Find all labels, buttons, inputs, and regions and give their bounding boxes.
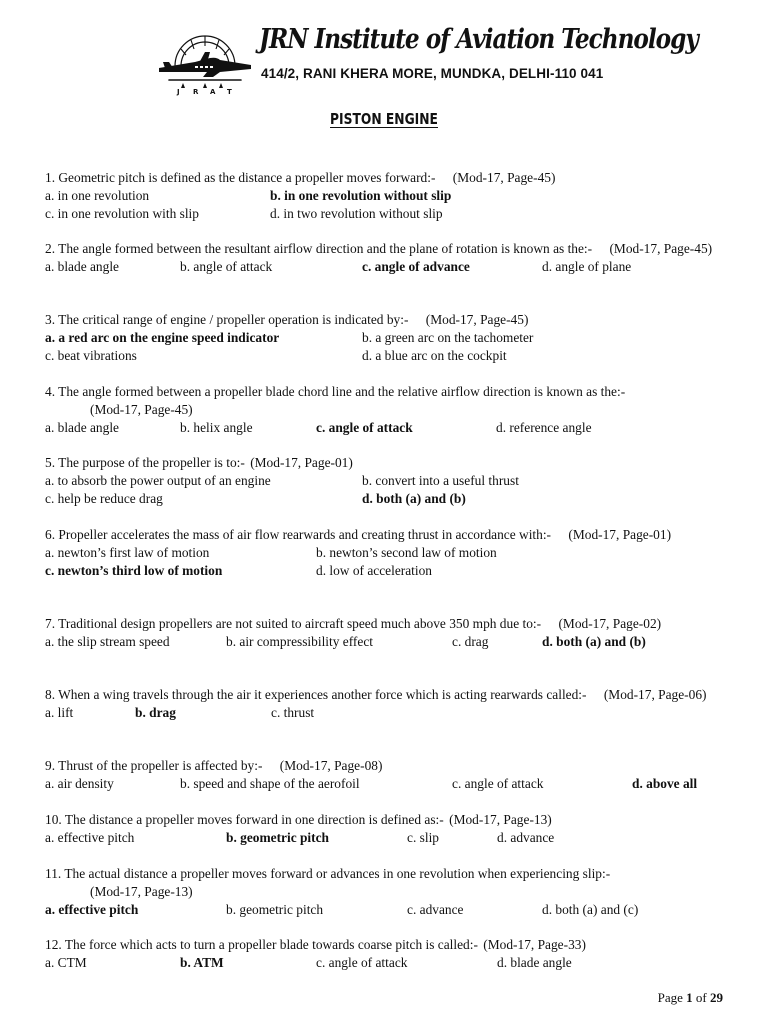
- question-1: [45, 169, 725, 223]
- option-row: [45, 954, 725, 972]
- answer-option: c. angle of advance: [362, 259, 470, 274]
- page-footer: [658, 990, 723, 1006]
- question-text: [45, 615, 725, 633]
- option: c. advance: [407, 902, 464, 917]
- question-reference: (Mod-17, Page-45): [609, 241, 713, 256]
- question-10: [45, 811, 725, 847]
- question-6: [45, 526, 725, 580]
- option-row: [45, 633, 725, 651]
- question-stem: 9. Thrust of the propeller is affected by:-: [45, 758, 263, 773]
- question-reference: (Mod-17, Page-08): [279, 758, 383, 773]
- answer-option: b. drag: [135, 705, 176, 720]
- answer-option: b. ATM: [180, 955, 224, 970]
- option-row: [45, 347, 725, 365]
- option: a. CTM: [45, 955, 87, 970]
- option: d. reference angle: [496, 420, 592, 435]
- question-8: [45, 686, 725, 722]
- option: b. air compressibility effect: [226, 634, 374, 649]
- option: a. air density: [45, 776, 114, 791]
- question-reference: (Mod-17, Page-01): [250, 455, 353, 470]
- question-4: [45, 383, 725, 437]
- option-row: [45, 258, 725, 276]
- question-9: [45, 757, 725, 793]
- question-7: [45, 615, 725, 651]
- question-reference: (Mod-17, Page-02): [558, 616, 662, 631]
- question-reference: (Mod-17, Page-01): [568, 527, 672, 542]
- option-row: [45, 472, 725, 490]
- question-text: [45, 757, 725, 775]
- option: b. a green arc on the tachometer: [362, 330, 534, 345]
- svg-text:T: T: [227, 88, 232, 96]
- question-stem: 1. Geometric pitch is defined as the distance a propeller moves forward:-: [45, 170, 436, 185]
- question-stem: 3. The critical range of engine / propeller operation is indicated by:-: [45, 312, 409, 327]
- answer-option: d. above all: [632, 776, 698, 791]
- answer-option: c. newton’s third low of motion: [45, 563, 223, 578]
- option: b. newton’s second law of motion: [316, 545, 497, 560]
- question-reference: (Mod-17, Page-13): [449, 812, 552, 827]
- question-text: [45, 311, 725, 329]
- of-label: of: [695, 990, 707, 1005]
- option: c. drag: [452, 634, 489, 649]
- page-total: 29: [710, 990, 723, 1005]
- institute-name: JRN Institute of Aviation Technology: [259, 24, 698, 55]
- answer-option: a. effective pitch: [45, 902, 139, 917]
- option: a. lift: [45, 705, 74, 720]
- question-stem: 5. The purpose of the propeller is to:-: [45, 455, 245, 470]
- option-row: [45, 544, 725, 562]
- answer-option: b. in one revolution without slip: [270, 188, 452, 203]
- document-header: [155, 20, 698, 100]
- option: a. newton’s first law of motion: [45, 545, 210, 560]
- option: a. in one revolution: [45, 188, 150, 203]
- svg-text:A: A: [210, 88, 216, 96]
- option: a. effective pitch: [45, 830, 135, 845]
- option-row: [45, 562, 725, 580]
- option-row: [45, 775, 725, 793]
- question-reference: (Mod-17, Page-06): [603, 687, 707, 702]
- option: d. blade angle: [497, 955, 572, 970]
- option: c. help be reduce drag: [45, 491, 163, 506]
- option: c. in one revolution with slip: [45, 206, 199, 221]
- option: b. geometric pitch: [226, 902, 324, 917]
- option: d. low of acceleration: [316, 563, 432, 578]
- option: b. speed and shape of the aerofoil: [180, 776, 360, 791]
- option: d. in two revolution without slip: [270, 206, 443, 221]
- option: b. angle of attack: [180, 259, 273, 274]
- question-text: [45, 526, 725, 544]
- option: d. a blue arc on the cockpit: [362, 348, 507, 363]
- question-3: [45, 311, 725, 365]
- question-2: [45, 240, 725, 276]
- question-text: [45, 811, 725, 829]
- option: b. convert into a useful thrust: [362, 473, 519, 488]
- question-stem: 11. The actual distance a propeller moves forward or advances in one revolution when experiencing slip:-: [45, 866, 611, 881]
- option: d. angle of plane: [542, 259, 632, 274]
- option-row: [45, 901, 725, 919]
- option-row: [45, 829, 725, 847]
- option-row: [45, 329, 725, 347]
- question-12: [45, 936, 725, 972]
- question-reference: (Mod-17, Page-13): [90, 884, 193, 899]
- svg-text:R: R: [193, 88, 199, 96]
- answer-option: d. both (a) and (b): [362, 491, 466, 506]
- question-stem: 4. The angle formed between a propeller blade chord line and the relative airflow direction is known as the:-: [45, 384, 626, 399]
- question-text: [45, 383, 725, 401]
- question-stem: 12. The force which acts to turn a propeller blade towards coarse pitch is called:-: [45, 937, 478, 952]
- option: d. both (a) and (c): [542, 902, 639, 917]
- option: d. advance: [497, 830, 555, 845]
- question-5: [45, 454, 725, 508]
- question-stem: 7. Traditional design propellers are not suited to aircraft speed much above 350 mph due to:-: [45, 616, 542, 631]
- answer-option: d. both (a) and (b): [542, 634, 646, 649]
- question-reference: (Mod-17, Page-45): [425, 312, 529, 327]
- option: c. angle of attack: [452, 776, 544, 791]
- institute-address: 414/2, RANI KHERA MORE, MUNDKA, DELHI-110 041: [261, 66, 604, 81]
- question-stem: 10. The distance a propeller moves forward in one direction is defined as:-: [45, 812, 444, 827]
- question-reference: (Mod-17, Page-45): [452, 170, 556, 185]
- document-title: PISTON ENGINE: [330, 110, 438, 128]
- institute-logo: [155, 22, 255, 100]
- option: c. slip: [407, 830, 439, 845]
- question-text: [45, 936, 725, 954]
- page-number: 1: [686, 990, 693, 1005]
- question-reference: (Mod-17, Page-45): [90, 402, 193, 417]
- option: b. helix angle: [180, 420, 253, 435]
- question-stem: 2. The angle formed between the resultant airflow direction and the plane of rotation is known as the:-: [45, 241, 593, 256]
- option: a. blade angle: [45, 259, 119, 274]
- question-reference: (Mod-17, Page-33): [483, 937, 586, 952]
- option-row: [45, 704, 725, 722]
- question-text: [45, 240, 725, 258]
- question-text: [45, 686, 725, 704]
- option: c. beat vibrations: [45, 348, 137, 363]
- answer-option: c. angle of attack: [316, 420, 413, 435]
- option: c. thrust: [271, 705, 315, 720]
- option: a. the slip stream speed: [45, 634, 170, 649]
- question-text: [45, 454, 725, 472]
- question-text: [45, 865, 725, 883]
- svg-text:J: J: [177, 88, 180, 96]
- option: a. to absorb the power output of an engine: [45, 473, 271, 488]
- answer-option: a. a red arc on the engine speed indicator: [45, 330, 280, 345]
- option: a. blade angle: [45, 420, 119, 435]
- question-stem: 6. Propeller accelerates the mass of air flow rearwards and creating thrust in accordance with:-: [45, 527, 552, 542]
- option-row: [45, 187, 725, 205]
- question-11: [45, 865, 725, 919]
- option-row: [45, 490, 725, 508]
- page-label: Page: [657, 990, 683, 1005]
- answer-option: b. geometric pitch: [226, 830, 330, 845]
- option-row: [45, 419, 725, 437]
- option: c. angle of attack: [316, 955, 408, 970]
- option-row: [45, 205, 725, 223]
- question-stem: 8. When a wing travels through the air it experiences another force which is acting rearwards called:-: [45, 687, 587, 702]
- question-text: [45, 169, 725, 187]
